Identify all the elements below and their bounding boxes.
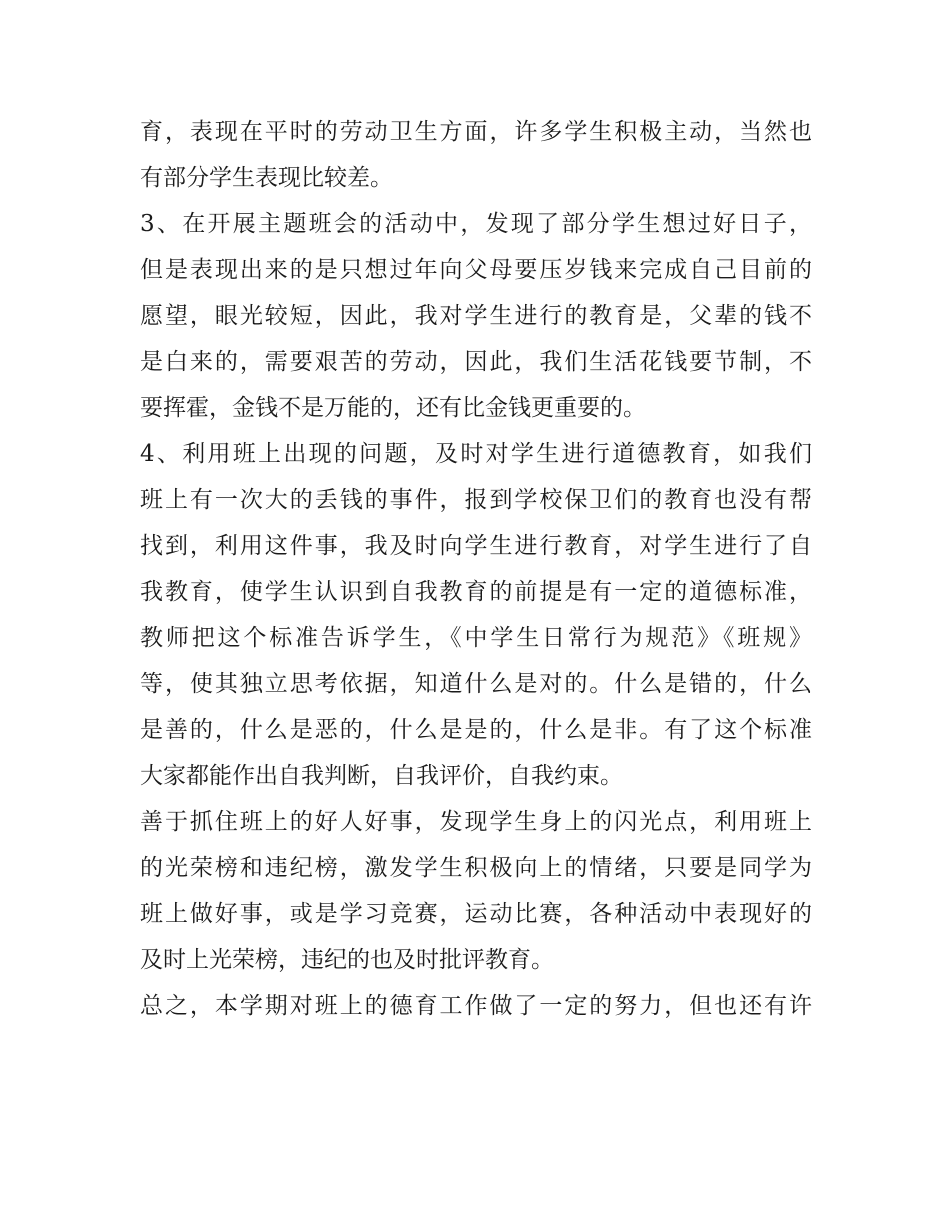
text-line: 我教育，使学生认识到自我教育的前提是有一定的道德标准， bbox=[140, 579, 812, 605]
text-line: 愿望，眼光较短，因此，我对学生进行的教育是，父辈的钱不 bbox=[140, 303, 812, 329]
text-line: 班上有一次大的丢钱的事件，报到学校保卫们的教育也没有帮 bbox=[140, 487, 812, 513]
text-line: 育，表现在平时的劳动卫生方面，许多学生积极主动，当然也 bbox=[140, 119, 812, 145]
text-line: 大家都能作出自我判断，自我评价，自我约束。 bbox=[140, 763, 623, 789]
text-line: 但是表现出来的是只想过年向父母要压岁钱来完成自己目前的 bbox=[140, 257, 812, 283]
text-line: 要挥霍，金钱不是万能的，还有比金钱更重要的。 bbox=[140, 395, 646, 421]
text-line: 找到，利用这件事，我及时向学生进行教育，对学生进行了自 bbox=[140, 533, 812, 559]
text-line: 善于抓住班上的好人好事，发现学生身上的闪光点，利用班上 bbox=[140, 809, 812, 835]
document-body bbox=[140, 109, 812, 1029]
text-line: 4、利用班上出现的问题，及时对学生进行道德教育，如我们 bbox=[140, 441, 812, 467]
text-line: 是白来的，需要艰苦的劳动，因此，我们生活花钱要节制，不 bbox=[140, 349, 812, 375]
text-line: 总之，本学期对班上的德育工作做了一定的努力，但也还有许 bbox=[140, 993, 812, 1019]
text-line: 3、在开展主题班会的活动中，发现了部分学生想过好日子， bbox=[140, 211, 812, 237]
text-line: 及时上光荣榜，违纪的也及时批评教育。 bbox=[140, 947, 554, 973]
text-line: 班上做好事，或是学习竞赛，运动比赛，各种活动中表现好的 bbox=[140, 901, 812, 927]
text-line: 教师把这个标准告诉学生，《中学生日常行为规范》《班规》 bbox=[140, 625, 812, 651]
text-line: 是善的，什么是恶的，什么是是的，什么是非。有了这个标准 bbox=[140, 717, 812, 743]
text-line: 的光荣榜和违纪榜，激发学生积极向上的情绪，只要是同学为 bbox=[140, 855, 812, 881]
text-line: 等，使其独立思考依据，知道什么是对的。什么是错的，什么 bbox=[140, 671, 812, 697]
text-line: 有部分学生表现比较差。 bbox=[140, 165, 393, 191]
